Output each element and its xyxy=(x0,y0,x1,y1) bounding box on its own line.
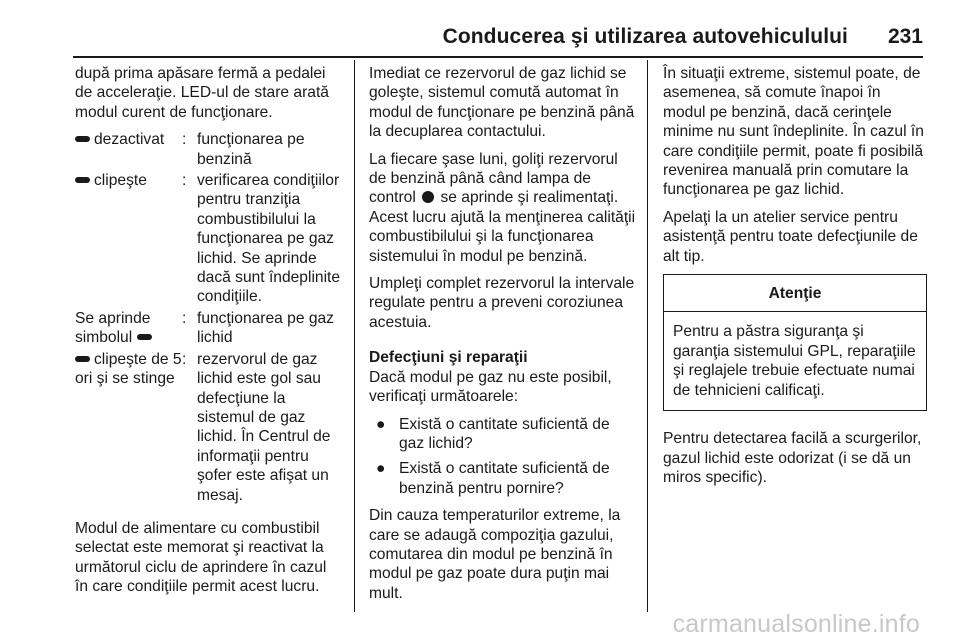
status-row-flashing xyxy=(75,171,343,307)
status-row-off xyxy=(75,130,343,169)
separator: : xyxy=(182,131,187,149)
page-number: 231 xyxy=(887,25,923,48)
column-1 xyxy=(75,64,343,605)
paragraph-leak-detection: Pentru detectarea facilă a scurgerilor, gazul lichid este odorizat (i se dă un miros specific). xyxy=(663,430,922,486)
separator: : xyxy=(182,172,187,190)
status-term: dezactivat xyxy=(94,131,165,149)
intro-paragraph: după prima apăsare fermă a pedalei de acceleraţie. LED-ul de stare arată modul curent de funcţionare. xyxy=(75,65,329,121)
separator: : xyxy=(182,309,187,327)
status-row-flash-5 xyxy=(75,350,343,505)
column-divider xyxy=(647,60,648,612)
status-description: rezervorul de gaz lichid este gol sau defecţiune la sistemul de gaz lichid. În Centrul de informaţii pentru şofer este afişat un mesaj. xyxy=(197,350,331,504)
status-term: clipeşte de 5 ori şi se stinge xyxy=(75,350,182,388)
led-status-table xyxy=(75,130,343,505)
led-indicator-icon xyxy=(75,177,90,183)
paragraph-fill-tank: Umpleţi complet rezervorul la intervale regulate pentru a preveni coroziunea acestuia. xyxy=(369,275,635,331)
warning-box xyxy=(663,274,927,411)
status-description: funcţionarea pe benzină xyxy=(197,131,305,168)
paragraph-check: Dacă modul pe gaz nu este posibil, verificaţi următoarele: xyxy=(369,368,612,406)
status-term: Se aprinde simbolul xyxy=(75,309,151,347)
led-indicator-icon xyxy=(75,356,90,362)
paragraph-service: Apelaţi la un atelier service pentru asistenţă pentru toate defecţiunile de alt tip. xyxy=(663,208,918,265)
list-item: ● Există o cantitate suficientă de benzină pentru pornire? xyxy=(376,460,610,497)
column-3 xyxy=(663,64,927,495)
paragraph-empty-tank: La fiecare şase luni, goliţi rezervorul de benzină până când lampa de control se aprinde şi realimentaţi. Acest lucru ajută la menţinerea calităţii combustibilului şi la funcţionarea sistemului în modul pe benzină. xyxy=(369,150,636,265)
control-lamp-icon xyxy=(422,191,434,203)
column-divider xyxy=(354,60,355,612)
led-indicator-icon xyxy=(137,334,152,340)
paragraph-extreme-temps: Din cauza temperaturilor extreme, la care se adaugă compoziţia gazului, comutarea din modul pe benzină în modul pe gaz poate dura puţin mai mult. xyxy=(369,507,621,602)
bullet-icon: ● xyxy=(376,415,386,433)
list-item: ● Există o cantitate suficientă de gaz lichid? xyxy=(376,415,610,452)
section-heading: Defecţiuni şi reparaţii xyxy=(369,349,528,367)
outro-paragraph: Modul de alimentare cu combustibil selectat este memorat şi reactivat la următorul ciclu de aprindere în cazul în care condiţiile permit acest lucru. xyxy=(75,519,327,596)
checklist xyxy=(369,415,637,499)
header-rule xyxy=(73,56,923,58)
paragraph-extreme-situations: În situaţii extreme, sistemul poate, de asemenea, să comute înapoi în modul pe benzină, dacă cerinţele minime nu sunt îndeplinite. În cazul în care condiţiile permit, poate fi posibilă revenirea manuală prin comutare la funcţionarea pe gaz lichid. xyxy=(663,65,924,199)
watermark: carmanualsonline.info xyxy=(672,610,920,638)
status-term: clipeşte xyxy=(94,172,147,190)
led-indicator-icon xyxy=(75,136,90,142)
bullet-icon: ● xyxy=(376,460,386,478)
paragraph-auto-switch: Imediat ce rezervorul de gaz lichid se goleşte, sistemul comută automat în modul de funcţionare pe benzină până la decuplarea contactului. xyxy=(369,65,635,141)
page-header xyxy=(0,0,960,60)
status-description: funcţionarea pe gaz lichid xyxy=(197,309,334,347)
warning-body: Pentru a păstra siguranţa şi garanţia sistemului GPL, reparaţiile şi reglajele trebuie efectuate numai de tehnicieni calificaţi. xyxy=(673,323,916,399)
status-description: verificarea condiţiilor pentru tranziţia combustibilului la funcţionarea pe gaz lichid. Se aprinde dacă sunt îndeplinite condiţiile. xyxy=(197,172,341,306)
separator: : xyxy=(182,350,187,368)
chapter-title: Conducerea şi utilizarea autovehiculului xyxy=(442,25,848,48)
warning-title: Atenţie xyxy=(664,275,926,312)
column-2 xyxy=(369,64,637,611)
status-row-on xyxy=(75,309,343,348)
